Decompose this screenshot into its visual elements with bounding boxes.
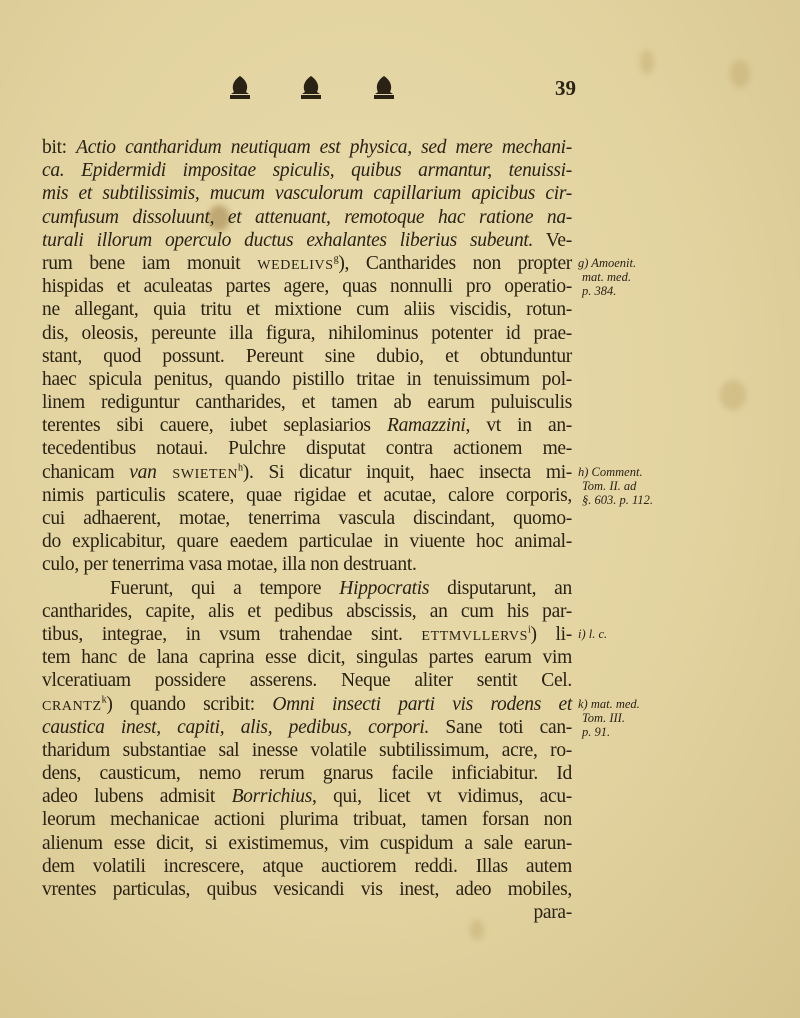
text-run: Ramazzini — [386, 415, 466, 437]
text-line — [42, 461, 572, 484]
text-run: ) quando scribit: — [106, 693, 273, 715]
text-run: adeo lubens admisit — [42, 786, 232, 808]
text-line — [42, 901, 572, 924]
footnote-marker: i — [528, 624, 531, 636]
page-number: 39 — [555, 76, 576, 100]
text-run: , vt in an- — [465, 415, 572, 437]
text-line — [42, 553, 572, 576]
margin-note-line: §. 603. p. 112. — [582, 492, 653, 507]
text-run: ). Si dicatur inquit, haec insecta mi- — [242, 461, 573, 483]
text-run: cumfusum dissoluunt, et attenuant, remotoque hac ratione na- — [42, 206, 572, 228]
margin-note-line: h) Comment. — [578, 464, 643, 479]
text-line — [42, 368, 572, 391]
text-run: disputarunt, an — [429, 577, 572, 599]
text-run: rum bene iam monuit — [42, 252, 258, 274]
text-run: nimis particulis scatere, quae rigidae et acutae, calore corporis, — [42, 484, 572, 506]
text-run: vrentes particulas, quibus vesicandi vis inest, adeo mobiles, — [42, 879, 572, 900]
text-run: vlceratiuam possidere asserens. Neque aliter sentit Cel. — [42, 670, 572, 692]
fleuron-icon — [369, 74, 399, 102]
footnote-marker: h — [238, 462, 243, 474]
text-line — [42, 437, 572, 460]
text-run: Ve- — [533, 229, 572, 251]
text-run: culo, per tenerrima vasa motae, illa non destruant. — [42, 554, 417, 576]
text-run: cantharides, capite, alis et pedibus abscissis, an cum his par- — [42, 600, 572, 622]
author-name: crantz — [42, 693, 102, 715]
text-line — [42, 832, 572, 855]
text-line — [42, 577, 572, 600]
text-line — [42, 600, 572, 623]
body-text — [42, 136, 572, 924]
text-run: linem rediguntur cantharides, et tamen ab earum puluisculis — [42, 392, 572, 414]
text-run: hispidas et aculeatas partes agere, quas nonnulli pro operatio- — [42, 276, 572, 298]
margin-note-line: g) Amoenit. — [578, 256, 637, 270]
text-run: turali illorum operculo ductus exhalantes liberius subeunt. — [42, 229, 534, 251]
margin-note — [578, 697, 640, 739]
text-run: tharidum substantiae sal inesse volatile subtilissimum, acre, ro- — [42, 739, 572, 761]
text-run: Sane toti can- — [429, 716, 572, 738]
text-run: ) li- — [530, 623, 572, 645]
text-run: leorum mechanicae actioni plurima tribuat, tamen forsan non — [42, 809, 572, 831]
fleuron-icon — [296, 74, 326, 102]
text-run: van — [129, 461, 157, 483]
text-line — [42, 693, 572, 716]
text-run: ), Cantharides non propter — [338, 252, 572, 274]
text-line — [42, 669, 572, 692]
text-line — [42, 855, 572, 878]
text-line — [42, 322, 572, 345]
margin-note — [578, 627, 607, 641]
text-run: dem volatili increscere, atque auctiorem reddi. Illas autem — [42, 855, 572, 877]
text-line — [42, 484, 572, 507]
text-run: bit: — [42, 137, 77, 158]
margin-note-line: Tom. III. — [582, 710, 625, 725]
text-run: caustica inest, capiti, alis, pedibus, corpori. — [42, 716, 430, 738]
text-run: para- — [533, 902, 572, 924]
author-name: wedelivs — [257, 252, 334, 274]
text-line — [42, 182, 572, 205]
footnote-marker: g — [333, 253, 339, 265]
text-run: haec spicula penitus, quando pistillo tritae in tenuissimum pol- — [42, 368, 572, 390]
margin-note-line: p. 384. — [582, 284, 617, 298]
text-run: dens, causticum, nemo rerum gnarus facile inficiabitur. Id — [42, 763, 572, 785]
margin-note-line: Tom. II. ad — [582, 478, 637, 493]
text-run: dis, oleosis, pereunte illa figura, nihilominus potenter id prae- — [42, 322, 572, 344]
text-run: tecedentibus notaui. Pulchre disputat contra actionem me- — [42, 438, 572, 460]
text-run: , qui, licet vt vidimus, acu- — [311, 786, 572, 808]
text-line — [42, 345, 572, 368]
text-run: ca. Epidermidi impositae spiculis, quibus armantur, tenuissi- — [42, 160, 572, 182]
text-run: alienum esse dicit, si existimemus, vim cuspidum a sale earun- — [42, 832, 572, 854]
text-line — [42, 275, 572, 298]
margin-note-line: i) l. c. — [578, 627, 608, 642]
text-line — [42, 298, 572, 321]
footnote-marker: k — [101, 694, 107, 705]
text-line — [42, 646, 572, 669]
text-line — [42, 414, 572, 437]
text-line — [42, 136, 572, 159]
text-run: Actio cantharidum neutiquam est physica, sed mere mechani- — [76, 137, 572, 158]
margin-note-line: p. 91. — [582, 724, 611, 739]
text-line — [42, 252, 572, 275]
margin-note — [578, 465, 653, 507]
running-header — [0, 70, 800, 100]
text-line — [42, 530, 572, 553]
text-run: terentes sibi cauere, iubet seplasiarios — [42, 415, 387, 437]
text-line — [42, 507, 572, 530]
fleuron-icon — [225, 74, 255, 102]
text-run: tem hanc de lana caprina esse dicit, singulas partes earum vim — [42, 647, 572, 669]
text-line — [42, 159, 572, 182]
margin-note-line: k) mat. med. — [578, 696, 640, 711]
text-line — [42, 739, 572, 762]
text-line — [42, 878, 572, 901]
text-line — [42, 229, 572, 252]
text-run: stant, quod possunt. Pereunt sine dubio, et obtunduntur — [42, 345, 572, 367]
text-run: cui adhaerent, motae, tenerrima vascula discindant, quomo- — [42, 508, 572, 529]
text-run: ne allegant, quia tritu et mixtione cum aliis viscidis, rotun- — [42, 299, 572, 321]
text-line — [42, 716, 572, 739]
text-run: mis et subtilissimis, mucum vasculorum capillarium apicibus cir- — [42, 183, 572, 205]
margin-note-line: mat. med. — [582, 270, 631, 284]
margin-note — [578, 256, 636, 298]
text-line — [42, 391, 572, 414]
text-line — [42, 206, 572, 229]
author-name: swieten — [156, 461, 239, 483]
text-run: Omni insecti parti vis rodens et — [272, 693, 572, 715]
author-name: ettmvllervs — [421, 623, 529, 645]
text-run: Borrichius — [231, 786, 312, 808]
text-line — [42, 785, 572, 808]
text-line — [42, 808, 572, 831]
text-run: chanicam — [42, 461, 130, 483]
text-line — [42, 623, 572, 646]
text-line — [42, 762, 572, 785]
text-run: do explicabitur, quare eaedem particulae in viuente hoc animal- — [42, 531, 572, 553]
text-run: Hippocratis — [339, 577, 430, 599]
text-run: Fuerunt, qui a tempore — [110, 577, 340, 599]
text-run: tibus, integrae, in vsum trahendae sint. — [42, 623, 422, 645]
